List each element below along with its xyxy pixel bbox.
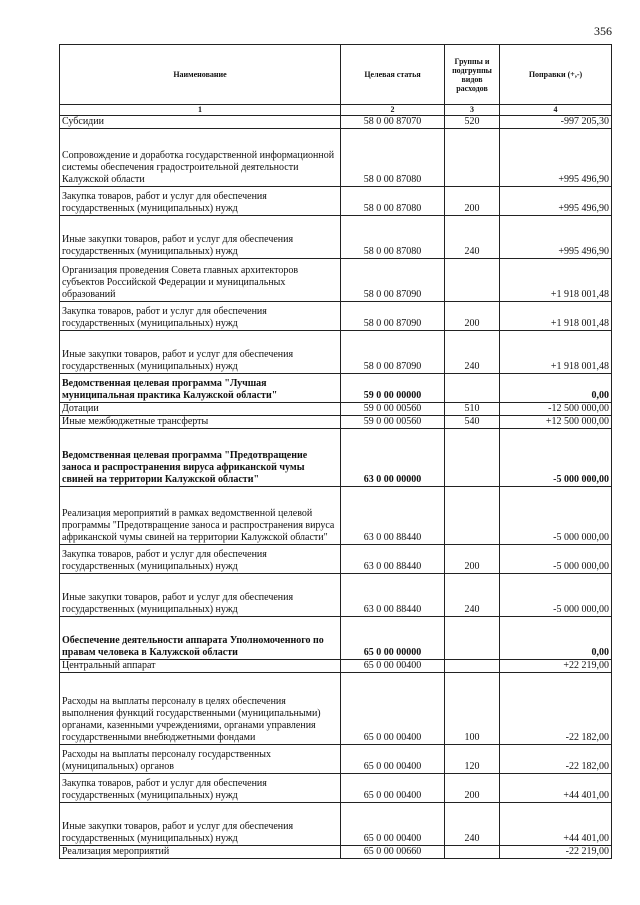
row-adjustment: +1 918 001,48 (500, 331, 612, 374)
row-expense-group: 510 (445, 403, 500, 416)
row-adjustment: 0,00 (500, 374, 612, 403)
row-expense-group: 200 (445, 774, 500, 803)
row-name: Обеспечение деятельности аппарата Уполномоченного по правам человека в Калужской области (60, 617, 341, 660)
row-name: Центральный аппарат (60, 660, 341, 673)
row-adjustment: +12 500 000,00 (500, 416, 612, 429)
table-row (60, 574, 612, 617)
row-target-article: 65 0 00 00400 (341, 803, 445, 846)
row-name: Закупка товаров, работ и услуг для обеспечения государственных (муниципальных) нужд (60, 302, 341, 331)
row-expense-group (445, 617, 500, 660)
table-row (60, 403, 612, 416)
table-row (60, 331, 612, 374)
row-name: Субсидии (60, 116, 341, 129)
table-row (60, 302, 612, 331)
table-row (60, 803, 612, 846)
row-expense-group (445, 259, 500, 302)
row-adjustment: +995 496,90 (500, 187, 612, 216)
row-expense-group: 540 (445, 416, 500, 429)
row-expense-group (445, 129, 500, 187)
row-expense-group (445, 374, 500, 403)
row-name: Реализация мероприятий в рамках ведомственной целевой программы "Предотвращение заноса и распространения вируса африканской чумы свиней на территории Калужской области" (60, 487, 341, 545)
row-expense-group: 240 (445, 216, 500, 259)
row-name: Иные закупки товаров, работ и услуг для обеспечения государственных (муниципальных) нужд (60, 331, 341, 374)
table-row (60, 259, 612, 302)
row-target-article: 65 0 00 00660 (341, 846, 445, 859)
row-adjustment: +995 496,90 (500, 129, 612, 187)
row-adjustment: +995 496,90 (500, 216, 612, 259)
table-row (60, 545, 612, 574)
table-row (60, 216, 612, 259)
row-name: Сопровождение и доработка государственной информационной системы обеспечения градостроительной деятельности Калужской области (60, 129, 341, 187)
row-adjustment: -5 000 000,00 (500, 429, 612, 487)
row-target-article: 63 0 00 88440 (341, 487, 445, 545)
row-target-article: 58 0 00 87090 (341, 302, 445, 331)
budget-amendments-table (59, 44, 612, 859)
header-name: Наименование (60, 45, 341, 105)
row-expense-group: 100 (445, 673, 500, 745)
row-expense-group (445, 429, 500, 487)
row-name: Ведомственная целевая программа "Предотвращение заноса и распространения вируса африканской чумы свиней на территории Калужской области" (60, 429, 341, 487)
table-row (60, 673, 612, 745)
row-adjustment: 0,00 (500, 617, 612, 660)
page-number: 356 (594, 24, 612, 38)
row-name: Иные закупки товаров, работ и услуг для обеспечения государственных (муниципальных) нужд (60, 803, 341, 846)
table-row (60, 774, 612, 803)
row-target-article: 63 0 00 88440 (341, 574, 445, 617)
row-target-article: 65 0 00 00400 (341, 745, 445, 774)
header-adjustments: Поправки (+,-) (500, 45, 612, 105)
table-row (60, 617, 612, 660)
table-row (60, 745, 612, 774)
row-name: Иные межбюджетные трансферты (60, 416, 341, 429)
row-target-article: 65 0 00 00400 (341, 774, 445, 803)
header-expense-groups: Группы и подгруппы видов расходов (445, 45, 500, 105)
table-header-row (60, 45, 612, 105)
row-target-article: 59 0 00 00560 (341, 416, 445, 429)
row-expense-group: 200 (445, 302, 500, 331)
table-row (60, 487, 612, 545)
row-target-article: 65 0 00 00400 (341, 660, 445, 673)
row-name: Закупка товаров, работ и услуг для обеспечения государственных (муниципальных) нужд (60, 545, 341, 574)
table-row (60, 846, 612, 859)
row-name: Расходы на выплаты персоналу государственных (муниципальных) органов (60, 745, 341, 774)
row-target-article: 63 0 00 88440 (341, 545, 445, 574)
row-expense-group: 200 (445, 187, 500, 216)
row-target-article: 58 0 00 87090 (341, 331, 445, 374)
column-index: 1 (60, 105, 341, 116)
row-adjustment: -22 219,00 (500, 846, 612, 859)
row-name: Реализация мероприятий (60, 846, 341, 859)
row-adjustment: +1 918 001,48 (500, 259, 612, 302)
row-expense-group: 200 (445, 545, 500, 574)
row-adjustment: +1 918 001,48 (500, 302, 612, 331)
row-expense-group: 240 (445, 331, 500, 374)
row-expense-group: 520 (445, 116, 500, 129)
row-name: Дотации (60, 403, 341, 416)
row-adjustment: -997 205,30 (500, 116, 612, 129)
row-name: Ведомственная целевая программа "Лучшая муниципальная практика Калужской области" (60, 374, 341, 403)
row-target-article: 58 0 00 87070 (341, 116, 445, 129)
row-target-article: 65 0 00 00000 (341, 617, 445, 660)
table-row (60, 116, 612, 129)
row-expense-group (445, 660, 500, 673)
row-target-article: 65 0 00 00400 (341, 673, 445, 745)
row-target-article: 59 0 00 00560 (341, 403, 445, 416)
row-expense-group (445, 846, 500, 859)
table-row (60, 429, 612, 487)
table-row (60, 416, 612, 429)
row-expense-group (445, 487, 500, 545)
row-target-article: 59 0 00 00000 (341, 374, 445, 403)
table-row (60, 374, 612, 403)
header-target-article: Целевая статья (341, 45, 445, 105)
row-name: Иные закупки товаров, работ и услуг для обеспечения государственных (муниципальных) нужд (60, 216, 341, 259)
row-name: Закупка товаров, работ и услуг для обеспечения государственных (муниципальных) нужд (60, 774, 341, 803)
row-adjustment: -5 000 000,00 (500, 487, 612, 545)
row-adjustment: -12 500 000,00 (500, 403, 612, 416)
row-target-article: 58 0 00 87080 (341, 216, 445, 259)
column-index: 3 (445, 105, 500, 116)
row-adjustment: +22 219,00 (500, 660, 612, 673)
row-target-article: 58 0 00 87090 (341, 259, 445, 302)
row-expense-group: 120 (445, 745, 500, 774)
row-name: Расходы на выплаты персоналу в целях обеспечения выполнения функций государственными (муниципальными) органами, казенными учреждениями, органами управления государственными внебюджетными фондами (60, 673, 341, 745)
row-adjustment: +44 401,00 (500, 803, 612, 846)
row-name: Иные закупки товаров, работ и услуг для обеспечения государственных (муниципальных) нужд (60, 574, 341, 617)
column-index: 4 (500, 105, 612, 116)
row-name: Организация проведения Совета главных архитекторов субъектов Российской Федерации и муниципальных образований (60, 259, 341, 302)
row-name: Закупка товаров, работ и услуг для обеспечения государственных (муниципальных) нужд (60, 187, 341, 216)
row-expense-group: 240 (445, 803, 500, 846)
row-adjustment: -5 000 000,00 (500, 545, 612, 574)
row-target-article: 58 0 00 87080 (341, 129, 445, 187)
table-row (60, 187, 612, 216)
row-adjustment: +44 401,00 (500, 774, 612, 803)
column-index-row (60, 105, 612, 116)
row-expense-group: 240 (445, 574, 500, 617)
row-adjustment: -22 182,00 (500, 745, 612, 774)
table-body (60, 116, 612, 859)
row-target-article: 63 0 00 00000 (341, 429, 445, 487)
row-adjustment: -5 000 000,00 (500, 574, 612, 617)
table-row (60, 129, 612, 187)
row-adjustment: -22 182,00 (500, 673, 612, 745)
column-index: 2 (341, 105, 445, 116)
row-target-article: 58 0 00 87080 (341, 187, 445, 216)
table-row (60, 660, 612, 673)
